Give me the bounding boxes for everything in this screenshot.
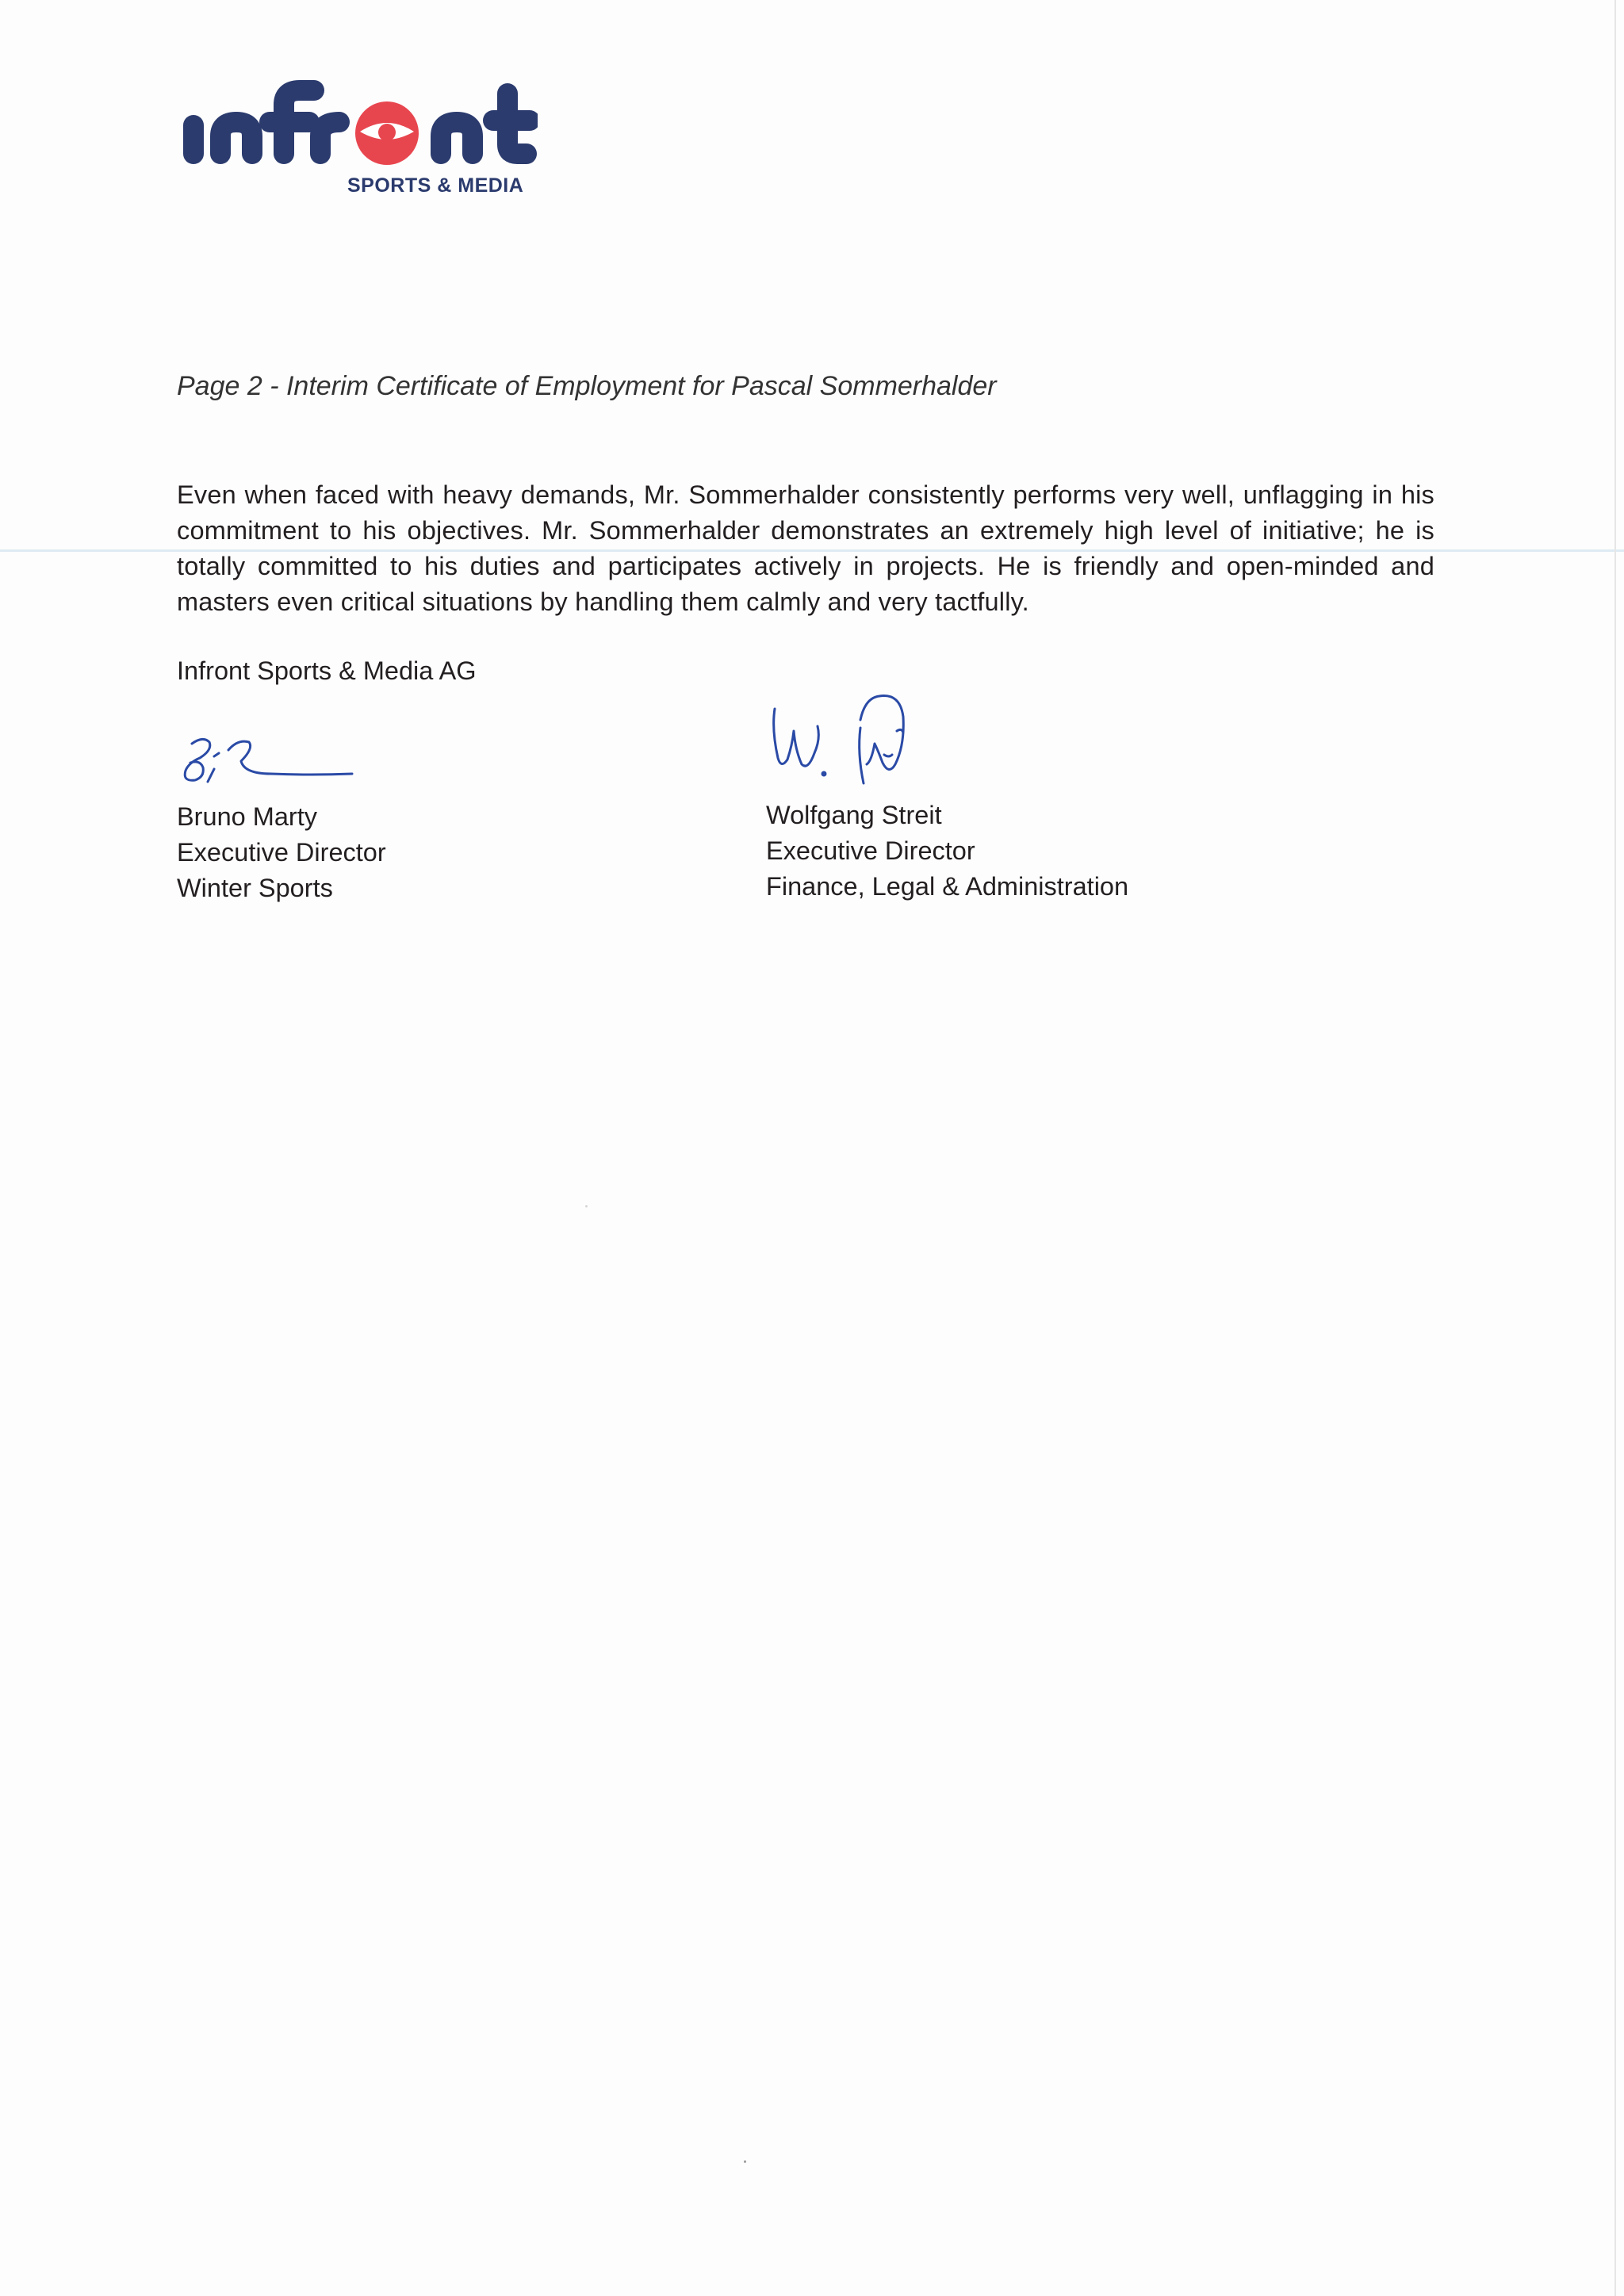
company-name: Infront Sports & Media AG (177, 656, 477, 685)
certificate-body: Even when faced with heavy demands, Mr. Sommerhalder consistently performs very well, unflagging in his commitment to his objectives. Mr. Sommerhalder demonstrates an extremely high level of initiative; he is totally committed to his duties and participates actively in projects. He is friendly and open-minded and masters even critical situations by handling them calmly and very tactfully. (177, 480, 1434, 616)
signatory-name: Bruno Marty (177, 802, 318, 831)
scan-edge-artifact (1614, 0, 1616, 2296)
infront-wordmark-graphic (181, 70, 538, 173)
signatory-name: Wolfgang Streit (766, 801, 942, 829)
signature-wolfgang-streit (765, 682, 963, 793)
scan-speck (744, 2160, 746, 2163)
signatory-left (177, 799, 386, 906)
signatory-title: Executive Director (766, 836, 975, 865)
signatory-department: Finance, Legal & Administration (766, 872, 1129, 901)
signatory-department: Winter Sports (177, 874, 333, 902)
page-heading: Page 2 - Interim Certificate of Employment for Pascal Sommerhalder (177, 371, 997, 401)
scan-speck (585, 1205, 588, 1207)
signatory-right (766, 798, 1128, 905)
signatory-title: Executive Director (177, 838, 386, 867)
infront-logo (181, 70, 538, 205)
logo-subtitle: SPORTS & MEDIA (347, 174, 524, 197)
signature-bruno-marty (168, 721, 366, 801)
